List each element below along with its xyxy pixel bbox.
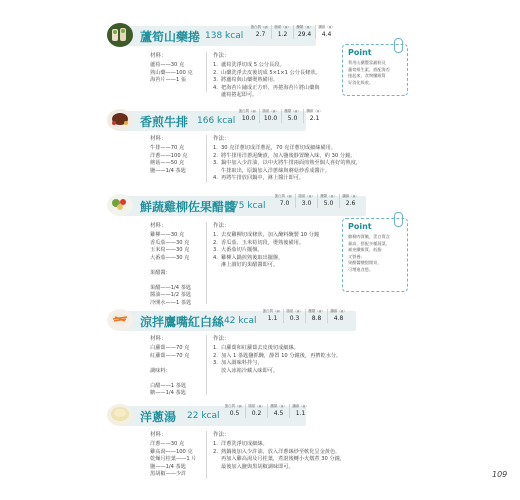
ingredients-list: 白蘿蔔——70 克 紅蘿蔔——70 克 調味料： 白醋——1 茶匙 糖——1/4 茶匙	[150, 345, 190, 396]
steps-list: 1. 蘆筍洗淨切成 5 公分長段。 2. 山藥洗淨去皮後切成 5×1×1 公分長條狀。 3. 將蘆筍與山藥燙熟備用。 4. 把海苔片鋪成正方形，再捲海苔片將山藥與 蘆筍捲起即可。	[213, 62, 321, 98]
recipe-title: 洋蔥湯	[140, 410, 177, 424]
point-title: Point	[348, 222, 372, 231]
nutrient-protein: 蛋白質（g） 2.7	[250, 25, 271, 38]
nutrient-fat: 脂肪（g） 0.3	[283, 309, 305, 323]
steps-list: 1. 白蘿蔔和紅蘿蔔去皮後切成細絲。 2. 加入 1 茶匙鹽抓醃，靜置 10 分鐘後，再擠乾水分。 3. 加入調味料拌勻， 放入冰箱冷藏入味即可。	[213, 345, 342, 374]
dish-photo	[106, 306, 134, 332]
dish-photo	[106, 22, 134, 48]
divider	[206, 52, 207, 92]
nutrient-carbs: 醣類（g） 8.8	[305, 309, 327, 323]
nutrient-table	[238, 109, 325, 123]
recipe-title: 蘆筍山藥捲	[140, 30, 201, 44]
recipe-kcal: 138 kcal	[205, 31, 244, 41]
nutrient-protein: 蛋白質（g） 7.0	[274, 194, 295, 207]
method-label: 作法：	[213, 223, 230, 229]
nutrient-fiber: 纖維（g） 2.6	[339, 194, 361, 208]
nutrient-carbs: 醣類（g） 5.0	[317, 194, 339, 208]
divider	[206, 431, 207, 479]
nutrient-carbs: 醣類（g） 5.0	[281, 109, 303, 123]
divider	[206, 222, 207, 304]
nutrient-fiber: 纖維（g） 2.1	[303, 109, 325, 123]
page-number: 109	[492, 470, 508, 479]
ingredients-list: 蘆筍——30 克 熟山藥——100 克 海苔片——1 張	[150, 62, 193, 83]
nutrient-table	[274, 194, 361, 208]
paperclip-icon	[394, 38, 403, 53]
point-title: Point	[348, 48, 372, 57]
dish-photo	[106, 106, 134, 132]
nutrient-protein: 蛋白質（g） 0.5	[224, 404, 245, 417]
method-label: 作法：	[213, 53, 230, 59]
nutrient-table	[262, 309, 349, 323]
recipe-title: 香煎牛排	[140, 115, 189, 129]
steps-list: 1. 30 克洋蔥切成洋蔥泥，70 克洋蔥切成細絲備用。 2. 將牛排用洋蔥泥醃漬，加入鹽後靜置醃入味，約 30 分鐘。 3. 鍋中加入少許油，以中火將牛排兩面煎熟至個人喜好的熟度， 牛排取出，原鍋加入洋蔥絲與蘑菇炒香成醬汁。 4. 再將牛排放回鍋中，淋上醬汁即可。	[213, 145, 362, 181]
nutrient-fat: 脂肪（g） 3.0	[295, 194, 317, 208]
divider	[206, 335, 207, 395]
ingredients-label: 材料：	[150, 53, 167, 59]
ingredients-list: 牛排——70 克 洋蔥——100 克 蘑菇——50 克 鹽——1/4 茶匙	[150, 145, 188, 174]
nutrient-fiber: 纖維（g） 4.8	[327, 309, 349, 323]
paperclip-icon	[394, 212, 403, 227]
nutrient-fat: 脂肪（g） 0.2	[245, 404, 267, 418]
recipe-title: 鮮蔬雞柳佐果醋醬	[140, 200, 237, 214]
method-label: 作法：	[213, 136, 230, 142]
divider	[206, 135, 207, 183]
nutrient-table	[224, 404, 311, 418]
recipe-kcal: 22 kcal	[187, 411, 220, 421]
nutrient-fiber: 纖維（g） 1.1	[289, 404, 311, 418]
method-label: 作法：	[213, 432, 230, 438]
nutrient-carbs: 醣類（g） 29.4	[293, 25, 315, 39]
nutrient-fiber: 纖維（g） 4.4	[315, 25, 337, 39]
dish-photo	[106, 191, 134, 217]
recipe-title: 涼拌鷹嘴紅白絲	[140, 315, 225, 329]
point-text: 利用山藥豐富澱粉及 蘆筍維生素，搭配海苔 捲起來，食物纖維質 好消化吸收。	[348, 60, 390, 85]
nutrient-protein: 蛋白質（g） 1.1	[262, 309, 283, 322]
recipe-kcal: 166 kcal	[197, 116, 236, 126]
ingredients-list: 雞柳——30 克 香瓜茄——30 克 玉米筍——30 克 大番茄——30 克 果醋醬： 果醋——1/4 茶匙 醬油——1/2 茶匙 冷開水——1 茶匙	[150, 232, 192, 306]
ingredients-label: 材料：	[150, 223, 167, 229]
nutrient-carbs: 醣類（g） 4.5	[267, 404, 289, 418]
recipe-kcal: 75 kcal	[233, 201, 266, 211]
dish-photo	[106, 401, 134, 427]
ingredients-label: 材料：	[150, 432, 167, 438]
nutrient-table	[250, 25, 337, 39]
ingredients-label: 材料：	[150, 336, 167, 342]
steps-list: 1. 洋蔥洗淨切成細絲。 2. 熱鍋後加入少許油，放入洋蔥絲炒至軟化呈金黃色， 再加入雞高湯及月桂葉，煮滾後轉小火燉煮 30 分鐘， 最後加入鹽與黑胡椒調味即可。	[213, 441, 346, 470]
recipe-kcal: 42 kcal	[224, 316, 257, 326]
nutrient-fat: 脂肪（g） 1.2	[271, 25, 293, 39]
ingredients-list: 洋蔥——30 克 雞高湯——100 克 乾燥月桂葉——1 片 鹽——1/4 茶匙 黑胡椒——少許	[150, 441, 197, 477]
steps-list: 1. 去皮雞柳切成條狀，加入醃料醃製 10 分鐘 2. 香瓜茄、玉米筍切段，燙熟後備用。 3. 大番茄切片擺盤。 4. 雞柳入鍋煎熟後取出擺盤， 淋上調好的果醋醬即可。	[213, 232, 320, 268]
method-label: 作法：	[213, 336, 230, 342]
ingredients-label: 材料：	[150, 136, 167, 142]
nutrient-fat: 脂肪（g） 10.0	[259, 109, 281, 123]
nutrient-protein: 蛋白質（g） 10.0	[238, 109, 259, 122]
point-text: 雞柳肉質嫩，蛋白質含 量高，搭配多種蔬菜， 補充纖維質，低脂 又營養。 果醋醬酸甜開胃， 可增進食慾。	[348, 234, 390, 272]
